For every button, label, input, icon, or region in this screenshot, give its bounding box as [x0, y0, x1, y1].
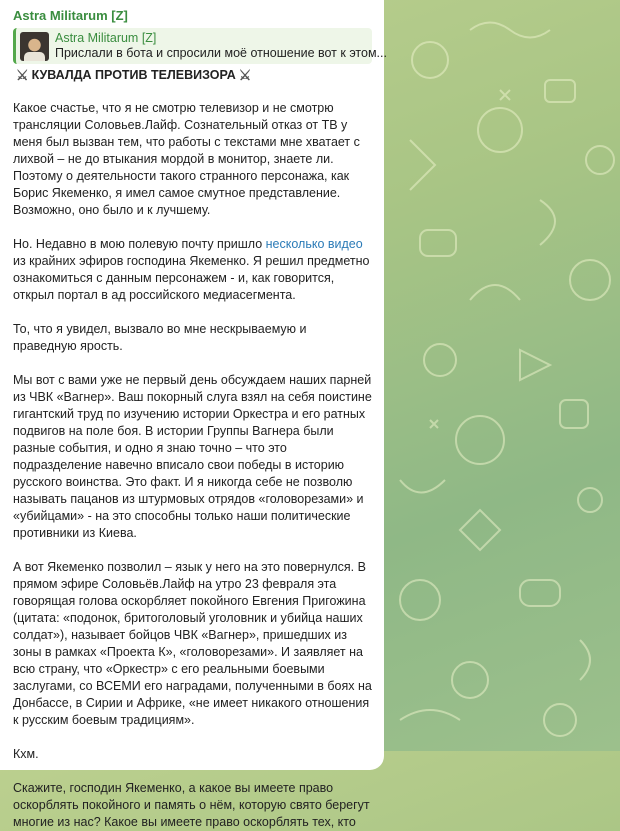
reply-text [55, 31, 387, 61]
reply-preview[interactable] [13, 28, 387, 64]
post-title-text: КУВАЛДА ПРОТИВ ТЕЛЕВИЗОРА [31, 68, 236, 82]
crossed-swords-icon: ⚔ [238, 67, 252, 83]
post-title [13, 67, 372, 83]
paragraph-7: Скажите, господин Якеменко, а какое вы имеете право оскорблять покойного и память о нём, которую свято берегут многие из нас? Какое вы имеете право оскорблять тех, кто [13, 781, 370, 829]
paragraph-4: Мы вот с вами уже не первый день обсуждаем наших парней из ЧВК «Вагнер». Ваш покорный слуга взял на себя поистине гигантский труд по изучению истории Оркестра и его ратных подвигов на поле боя. В истории Группы Вагнера были разные события, и одно я знаю точно – что это подразделение навечно вписало свои победы в историю русского воинства. Это факт. И я никогда себе не позволю называть пацанов из штурмовых отрядов «головорезами» и «убийцами» - на это способны только наши политические противники из Киева. [13, 373, 372, 540]
reply-thumbnail [20, 32, 49, 61]
message-sender-name[interactable]: Astra Militarum [Z] [13, 8, 128, 23]
paragraph-2-text-before: Но. Недавно в мою полевую почту пришло [13, 237, 266, 251]
reply-sender-name: Astra Militarum [Z] [55, 31, 157, 45]
paragraph-2 [13, 236, 372, 304]
paragraph-1: Какое счастье, что я не смотрю телевизор и не смотрю трансляции Соловьев.Лайф. Сознательный отказ от ТВ у меня был вызван тем, что работы с текстами мне хватает с лихвой – не до втыкания мордой в монитор, знаете ли. Поэтому о деятельности такого странного персонажа, как Борис Якеменко, я имел самое смутное представление. Возможно, оно было и к лучшему. [13, 101, 360, 217]
paragraph-3: То, что я увидел, вызвало во мне нескрываемую и праведную ярость. [13, 322, 307, 353]
video-link[interactable]: несколько видео [265, 237, 363, 251]
reply-snippet: Прислали в бота и спросили моё отношение вот к этом... [55, 46, 387, 60]
paragraph-5: А вот Якеменко позволил – язык у него на это повернулся. В прямом эфире Соловьёв.Лайф на утро 23 февраля эта говорящая голова оскорбляет покойного Евгения Пригожина (цитата: «подонок, бритоголовый уголовник и убийца наших солдат»), называет бойцов ЧВК «Вагнер», пришедших из зоны в рамках «Проекта К», «головорезами». И заявляет на всю страну, что «Оркестр» с его реальными боевыми заслугами, со ВСЕМИ его наградами, полученными в боях на Донбассе, в Сирии и Африке, «не имеет никакого отношения к русским боевым традициям». [13, 560, 372, 727]
paragraph-6: Кхм. [13, 747, 39, 761]
crossed-swords-icon: ⚔ [16, 67, 29, 83]
paragraph-2-text-after: из крайних эфиров господина Якеменко. Я решил предметно ознакомиться с данным персонажем - и, как говорится, открыл портал в ад российского медиасегмента. [13, 254, 370, 302]
